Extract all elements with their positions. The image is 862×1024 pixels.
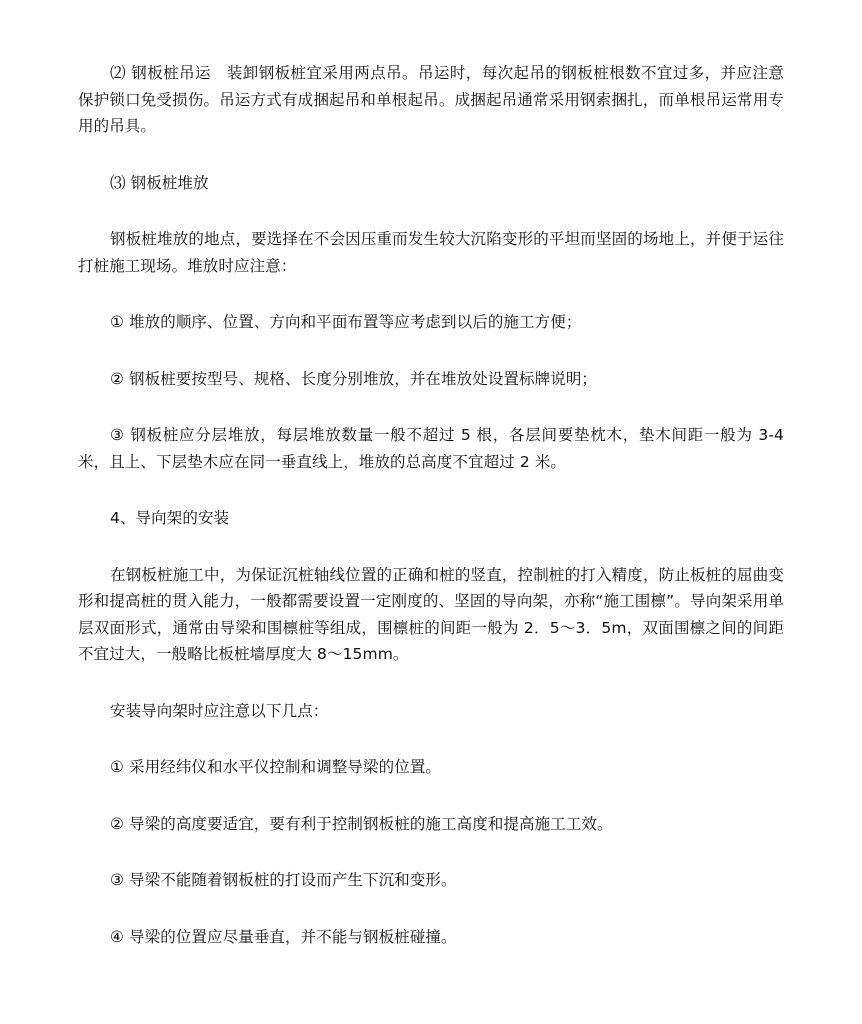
list-item-install-2: ② 导梁的高度要适宜，要有利于控制钢板桩的施工高度和提高施工工效。	[110, 814, 613, 833]
list-item-install-3: ③ 导梁不能随着钢板桩的打设而产生下沉和变形。	[110, 871, 457, 889]
paragraph-stacking-site: 钢板桩堆放的地点，要选择在不会因压重而发生较大沉陷变形的平坦而坚固的场地上，并便于运往打桩施工现场。堆放时应注意：	[78, 230, 784, 275]
list-item-install-4: ④ 导梁的位置应尽量垂直，并不能与钢板桩碰撞。	[110, 927, 457, 946]
heading-stacking: ⑶ 钢板桩堆放	[110, 173, 209, 192]
paragraph-guide-frame: 在钢板桩施工中，为保证沉桩轴线位置的正确和桩的竖直，控制桩的打入精度，防止板桩的屈曲变形和提高桩的贯入能力，一般都需要设置一定刚度的、坚固的导向架，亦称“施工围檩”。导向架采用单层双面形式，通常由导梁和围檩桩等组成，围檩桩的间距一般为 2．5～3．5m，双面围檩之间的间距不宜过大，一般略比板桩墙厚度大 8～15mm。	[78, 565, 784, 663]
heading-guide-frame: 4、导向架的安装	[110, 509, 230, 527]
list-item-stacking-2: ② 钢板桩要按型号、规格、长度分别堆放，并在堆放处设置标牌说明；	[110, 369, 598, 388]
list-item-install-1: ① 采用经纬仪和水平仪控制和调整导梁的位置。	[110, 758, 442, 776]
list-item-stacking-3: ③ 钢板桩应分层堆放，每层堆放数量一般不超过 5 根，各层间要垫枕木，垫木间距一般为 3-4 米，且上、下层垫木应在同一垂直线上，堆放的总高度不宜超过 2 米。	[78, 426, 784, 471]
paragraph-hoisting: ⑵ 钢板桩吊运 装卸钢板桩宜采用两点吊。吊运时，每次起吊的钢板桩根数不宜过多，并应注意保护锁口免受损伤。吊运方式有成捆起吊和单根起吊。成捆起吊通常采用钢索捆扎，而单根吊运常用专用的吊具。	[78, 64, 784, 135]
document-page	[78, 60, 784, 950]
list-item-stacking-1: ① 堆放的顺序、位置、方向和平面布置等应考虑到以后的施工方便；	[110, 313, 582, 331]
paragraph-installation-notes: 安装导向架时应注意以下几点：	[110, 701, 329, 720]
